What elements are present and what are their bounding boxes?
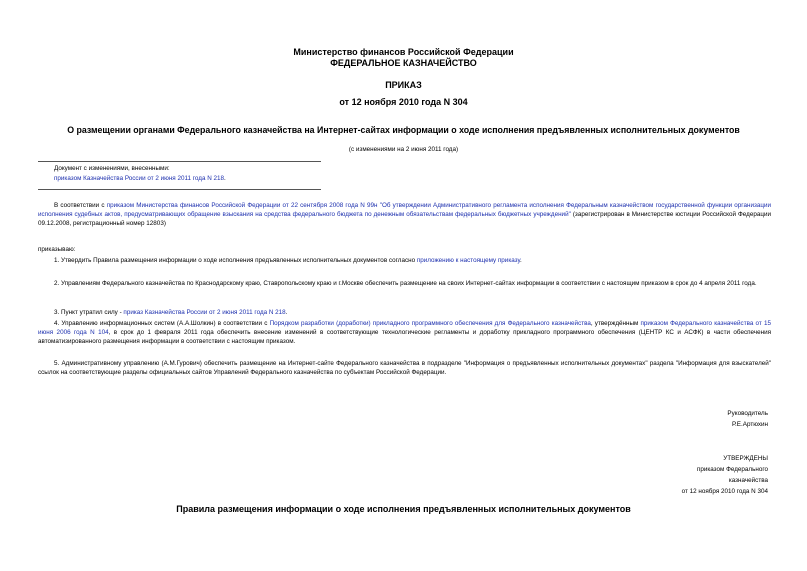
doc-type-heading: ПРИКАЗ [385, 80, 422, 90]
ministry-heading: Министерство финансов Российской Федерации [293, 47, 514, 57]
changes-box-link-line [54, 175, 226, 184]
changes-box-bottom-divider [38, 189, 321, 190]
software-procedure-link[interactable]: Порядком разработки (доработки) прикладного программного обеспечения для Федерального казначейства [269, 320, 591, 327]
item-3-end: . [285, 309, 288, 316]
order-word: приказываю: [38, 246, 76, 253]
approved-agency: казначейства [728, 477, 768, 484]
approved-by-order: приказом Федерального [696, 466, 768, 473]
changes-box-intro: Документ с изменениями, внесенными: [54, 165, 170, 172]
signature-name: Р.Е.Артюхин [732, 421, 768, 428]
signature-position: Руководитель [727, 410, 768, 417]
changes-box-top-divider [38, 161, 321, 162]
amendment-note: (с изменениями на 2 июня 2011 года) [348, 146, 459, 153]
item-2: 2. Управлениям Федерального казначейства по Краснодарскому краю, Ставропольскому краю и г.Москве обеспечить размещение на своих Интернет-сайтах информации в соответствии с настоящим приказом в срок до 4 апреля 2011 года. [54, 280, 757, 287]
item-4-text-b: , утверждённым [590, 320, 641, 327]
document-title: О размещении органами Федерального казначейства на Интернет-сайтах информации о ходе исполнения предъявленных исполнительных документов [67, 125, 740, 135]
item-3-text: 3. Пункт утратил силу - [54, 309, 124, 316]
item-1-end: . [520, 257, 522, 264]
agency-heading: ФЕДЕРАЛЬНОЕ КАЗНАЧЕЙСТВО [330, 58, 477, 68]
item-1-text: 1. Утвердить Правила размещения информации о ходе исполнения предъявленных исполнительных документов согласно [54, 257, 417, 264]
approved-label: УТВЕРЖДЕНЫ [723, 455, 768, 462]
approved-date: от 12 ноября 2010 года N 304 [681, 488, 768, 495]
appendix-link[interactable]: приложению к настоящему приказу [416, 257, 520, 264]
changes-link-suffix: . [224, 175, 226, 182]
item-4 [38, 320, 771, 346]
preamble-text-end: (зарегистрирован в Министерстве юстиции Российской Федерации 09.12.2008, регистрационный номер 12803) [38, 210, 771, 227]
item-1 [54, 257, 522, 266]
item-4-text-a: 4. Управлению информационных систем (А.А.Шолкин) в соответствии с [54, 320, 270, 327]
item-5: 5. Административному управлению (А.М.Гурович) обеспечить размещение на Интернет-сайте Федерального казначейства в подразделе "Информация о предъявленных исполнительных документах" раздела "Информация для взыскателей" ссылок на соответствующие разделы официальных сайтов Управлений Федерального казначейства по субъектам Российской Федерации. [38, 360, 771, 376]
preamble-text-start: В соответствии с [54, 202, 107, 209]
changes-link[interactable]: приказом Казначейства России от 2 июня 2011 года N 218 [54, 175, 225, 182]
rules-title: Правила размещения информации о ходе исполнения предъявленных исполнительных документов [176, 504, 631, 514]
treasury-order-104-link[interactable]: приказом Федерального казначейства от 15 июня 2006 года N 104 [38, 320, 771, 336]
item-3-link[interactable]: приказ Казначейства России от 2 июня 2011 года N 218 [123, 309, 286, 316]
item-4-text-c: , в срок до 1 февраля 2011 года обеспечить внесение изменений в соответствующие технологические регламенты и доработку прикладного программного обеспечения (ЦЕНТР КС и АСФК) в части обеспечения автоматизированного размещения информации в соответствии с настоящим приказом. [38, 328, 771, 345]
preamble-order-link[interactable]: приказом Министерства финансов Российской Федерации от 22 сентября 2008 года N 99н "Об утверждении Административного регламента исполнения Федеральным казначейством государственной функции организации исполнения судебных актов, предусматривающих обращение взыскания на средства федерального бюджета по денежным обязательствам федеральных бюджетных учреждений" [38, 202, 771, 218]
order-date-number: от 12 ноября 2010 года N 304 [339, 97, 468, 107]
item-3 [54, 309, 287, 318]
preamble-paragraph [38, 202, 771, 228]
